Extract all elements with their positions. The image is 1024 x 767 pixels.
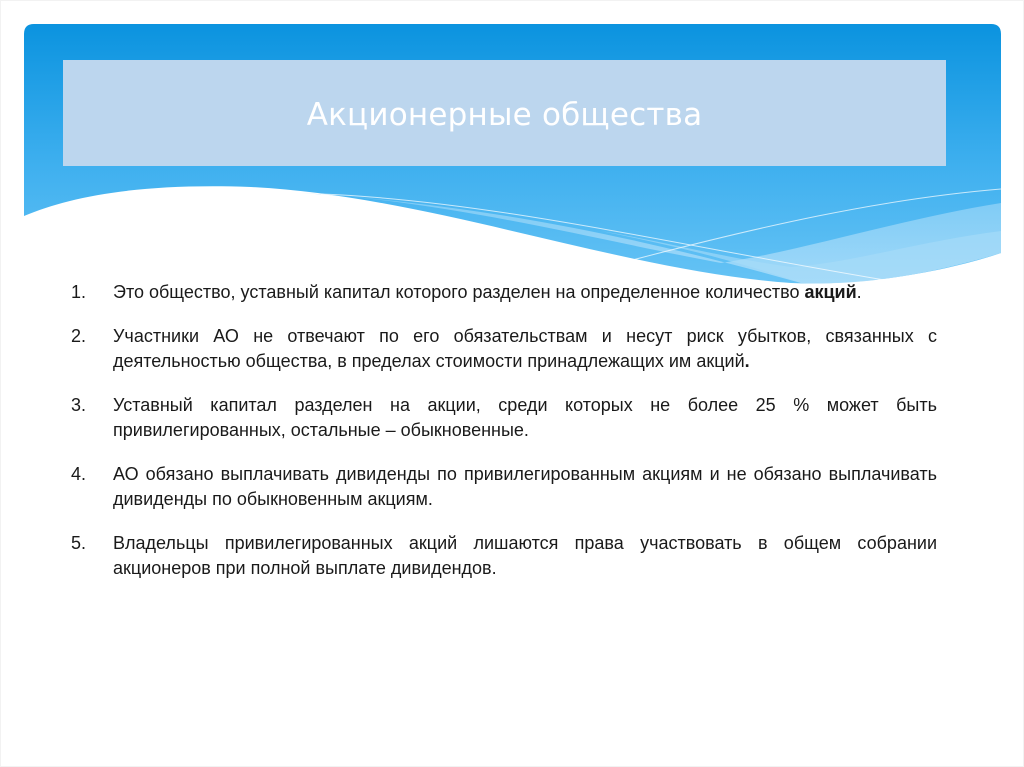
title-box <box>63 60 946 166</box>
slide-title: Акционерные общества <box>306 97 703 133</box>
list-item-3 <box>71 393 937 443</box>
list-item-2 <box>71 324 937 374</box>
list-text <box>113 324 937 374</box>
list-text-body: Это общество, уставный капитал которого разделен на определенное количество <box>113 282 805 302</box>
list-text: Владельцы привилегированных акций лишаются права участвовать в общем собрании акционеров при полной выплате дивидендов. <box>113 533 937 578</box>
list-number: 1. <box>71 282 87 302</box>
list-number: 4. <box>71 464 87 484</box>
list-text-tail: . <box>856 282 862 302</box>
list-text: Уставный капитал разделен на акции, среди которых не более 25 % может быть привилегированных, остальные – обыкновенные. <box>113 395 937 440</box>
list-text-body: Участники АО не отвечают по его обязательствам и несут риск убытков, связанных с деятельностью общества, в пределах стоимости принадлежащих им акций <box>113 326 937 371</box>
list-item-4 <box>71 462 937 512</box>
list-text-bold: акций <box>804 282 857 302</box>
list-text: АО обязано выплачивать дивиденды по привилегированным акциям и не обязано выплачивать дивиденды по обыкновенным акциям. <box>113 464 937 509</box>
numbered-list <box>71 280 937 600</box>
list-number: 2. <box>71 326 87 346</box>
list-number: 3. <box>71 395 87 415</box>
list-text <box>113 280 937 305</box>
list-item-5 <box>71 531 937 581</box>
list-text-bold: . <box>744 351 750 371</box>
list-item-1 <box>71 280 937 305</box>
list-number: 5. <box>71 533 87 553</box>
